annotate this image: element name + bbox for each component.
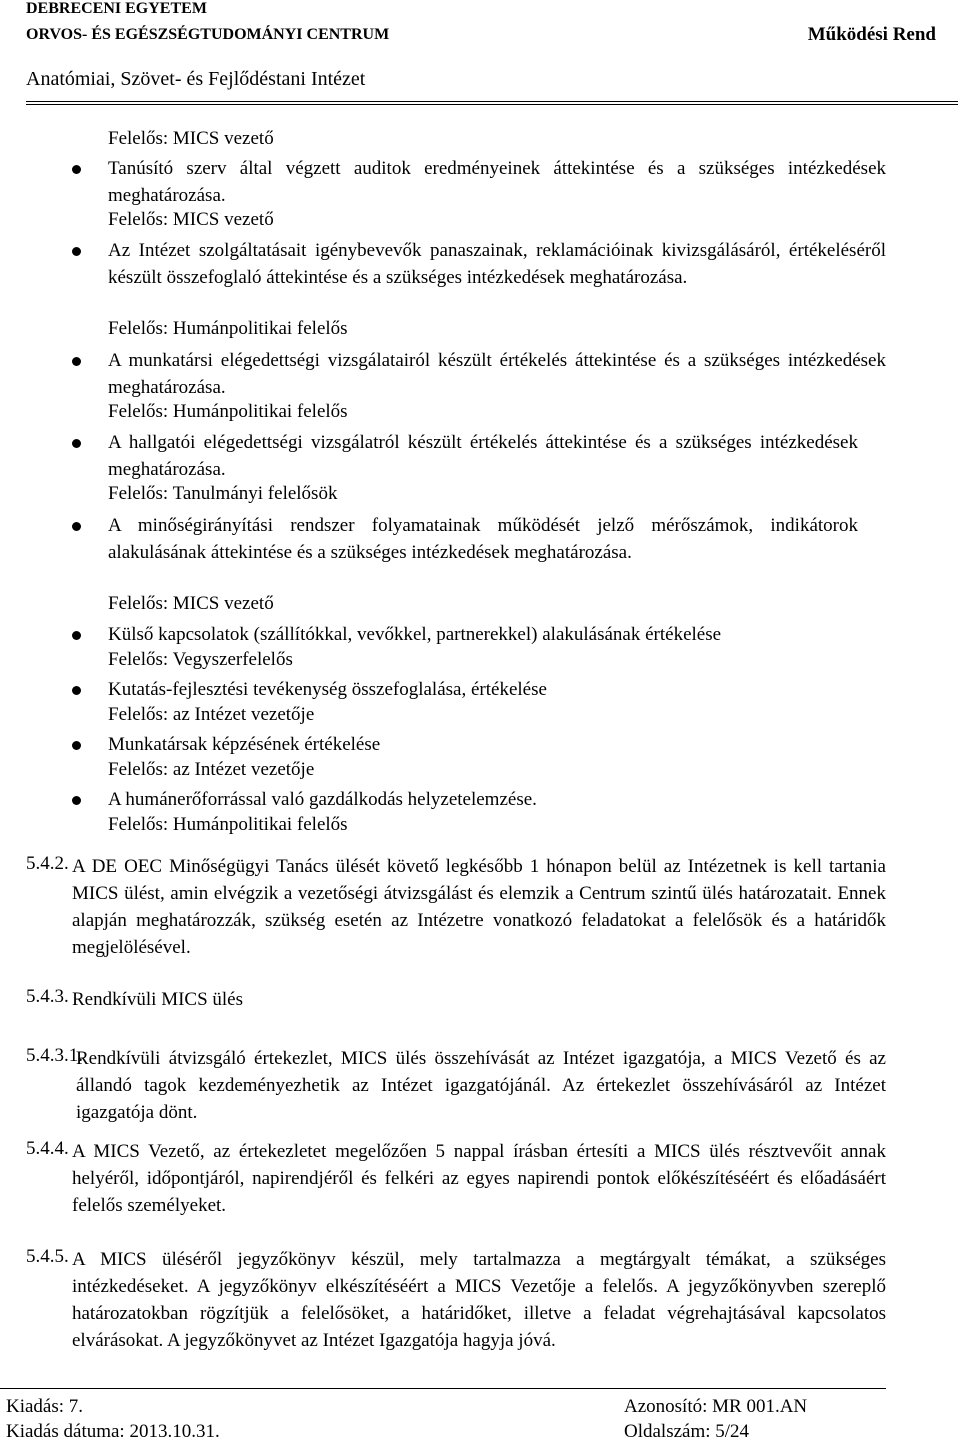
section-heading: Rendkívüli MICS ülés: [72, 989, 244, 1010]
list-item: Tanúsító szerv által végzett auditok eredményeinek áttekintése és a szükséges intézkedések meghatározása.: [108, 158, 886, 206]
bullet-icon: [72, 522, 81, 531]
list-item: Kutatás-fejlesztési tevékenység összefoglalása, értékelése: [108, 679, 547, 700]
list-item: Az Intézet szolgáltatásait igénybevevők panaszainak, reklamációinak kivizsgálásáról, értékeléséről készült összefoglaló áttekintése és a szükséges intézkedések meghatározása.: [108, 240, 886, 288]
list-item: A minőségirányítási rendszer folyamatainak működését jelző mérőszámok, indikátorok alakulásának áttekintése és a szükséges intézkedések meghatározása.: [108, 515, 858, 563]
header-divider: [26, 101, 958, 102]
list-item: A munkatársi elégedettségi vizsgálatairól készült értékelés áttekintése és a szükséges intézkedések meghatározása.: [108, 350, 886, 398]
center-name: ORVOS- ÉS EGÉSZSÉGTUDOMÁNYI CENTRUM: [26, 26, 390, 43]
section-text: A DE OEC Minőségügyi Tanács ülését követő legkésőbb 1 hónapon belül az Intézetnek is kell tartania MICS ülést, amin elvégzik a vezetőségi átvizsgálást és elemzik a Centrum szintű ülés határozatait. Ennek alapján meghatározzák, szükség esetén az Intézetre vonatkozó feladatokat a felelősök és a határidők megjelölésével.: [72, 856, 886, 958]
responsible-line: Felelős: MICS vezető: [108, 593, 274, 614]
section-number: 5.4.3.: [26, 986, 69, 1007]
bullet-icon: [72, 439, 81, 448]
bullet-icon: [72, 247, 81, 256]
page-number: Oldalszám: 5/24: [624, 1421, 750, 1442]
section-number: 5.4.5.: [26, 1246, 69, 1267]
bullet-icon: [72, 796, 81, 805]
bullet-icon: [72, 357, 81, 366]
bullet-icon: [72, 741, 81, 750]
section-text: Rendkívüli átvizsgáló értekezlet, MICS ülés összehívását az Intézet igazgatója, a MICS Vezető és az állandó tagok kezdeményezhetik az Intézet igazgatójánál. Az értekezlet összehívásáról az Intézet igazgatója dönt.: [76, 1048, 886, 1123]
list-item: A humánerőforrással való gazdálkodás helyzetelemzése.: [108, 789, 537, 810]
document-type: Működési Rend: [807, 24, 936, 45]
footer-divider: [0, 1388, 886, 1389]
responsible-line: Felelős: Humánpolitikai felelős: [108, 401, 348, 422]
bullet-icon: [72, 165, 81, 174]
responsible-line: Felelős: az Intézet vezetője: [108, 759, 315, 780]
edition: Kiadás: 7.: [6, 1396, 84, 1417]
header-divider: [26, 104, 958, 105]
section-number: 5.4.2.: [26, 853, 69, 874]
section-number: 5.4.3.1.: [26, 1045, 83, 1066]
section-number: 5.4.4.: [26, 1138, 69, 1159]
section-text: A MICS üléséről jegyzőkönyv készül, mely tartalmazza a megtárgyalt témákat, a szükséges intézkedéseket. A jegyzőkönyv elkészítéséért a MICS Vezetője a felelős. A jegyzőkönyvben szereplő határozatokban rögzítjük a felelősöket, a határidőket, illetve a feladat végrehajtásával kapcsolatos elvárásokat. A jegyzőkönyvet az Intézet Igazgatója hagyja jóvá.: [72, 1249, 886, 1351]
institute-name: Anatómiai, Szövet- és Fejlődéstani Intézet: [26, 68, 366, 90]
edition-date: Kiadás dátuma: 2013.10.31.: [6, 1421, 220, 1442]
responsible-line: Felelős: MICS vezető: [108, 128, 274, 149]
bullet-icon: [72, 631, 81, 640]
responsible-line: Felelős: MICS vezető: [108, 209, 274, 230]
responsible-line: Felelős: Tanulmányi felelősök: [108, 483, 338, 504]
section-text: A MICS Vezető, az értekezletet megelőzően 5 nappal írásban értesíti a MICS ülés résztvevőit annak helyéről, időpontjáról, napirendjéről és felkéri az egyes napirendi pontok előkészítéséért és előadásáért felelős személyeket.: [72, 1141, 886, 1216]
responsible-line: Felelős: Humánpolitikai felelős: [108, 814, 348, 835]
responsible-line: Felelős: az Intézet vezetője: [108, 704, 315, 725]
document-identifier: Azonosító: MR 001.AN: [624, 1396, 808, 1417]
list-item: Munkatársak képzésének értékelése: [108, 734, 381, 755]
responsible-line: Felelős: Vegyszerfelelős: [108, 649, 293, 670]
university-name: DEBRECENI EGYETEM: [26, 0, 207, 17]
responsible-line: Felelős: Humánpolitikai felelős: [108, 318, 348, 339]
list-item: A hallgatói elégedettségi vizsgálatról készült értékelés áttekintése és a szükséges intézkedések meghatározása.: [108, 432, 858, 480]
bullet-icon: [72, 686, 81, 695]
list-item: Külső kapcsolatok (szállítókkal, vevőkkel, partnerekkel) alakulásának értékelése: [108, 624, 722, 645]
